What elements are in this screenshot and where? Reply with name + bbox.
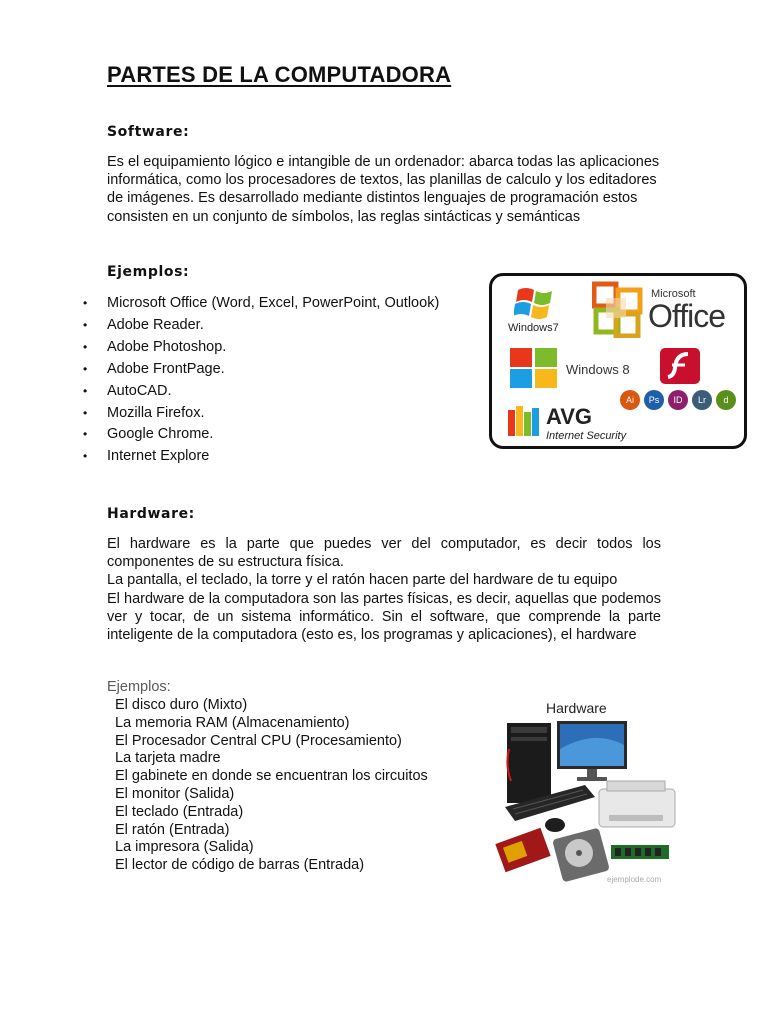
hardware-paragraph-line: El hardware es la parte que puedes ver del computador, es decir todos los componentes de su estructura física. [107, 536, 661, 571]
windows8-logo-icon [508, 346, 560, 390]
microsoft-label: Microsoft [651, 288, 696, 300]
list-item: • Google Chrome. [80, 424, 439, 446]
bullet-icon: • [83, 339, 88, 354]
bullet-icon: • [83, 405, 88, 420]
microsoft-office-logo-icon [592, 280, 644, 338]
list-item: El Procesador Central CPU (Procesamiento) [115, 732, 402, 749]
hardware-image-watermark: ejemplode.com [607, 875, 662, 884]
bullet-icon: • [83, 317, 88, 332]
list-item: • Mozilla Firefox. [80, 403, 439, 425]
office-label: Office [648, 298, 725, 334]
hardware-paragraph-line: La pantalla, el teclado, la torre y el ratón hacen parte del hardware de tu equipo [107, 572, 618, 589]
hardware-image [495, 695, 680, 887]
windows7-label: Windows7 [508, 322, 559, 334]
list-item: La impresora (Salida) [115, 839, 254, 856]
bullet-icon: • [83, 449, 88, 464]
page-title: PARTES DE LA COMPUTADORA [107, 62, 452, 87]
avg-internet-security-label: Internet Security [546, 430, 627, 442]
software-paragraph: Es el equipamiento lógico e intangible de un ordenador: abarca todas las aplicaciones informática, como los procesadores de textos, las planillas de calculo y los editadores de imágenes. Es desarrollado mediante distintos lenguajes de programación estos consisten en un conjunto de símbolos, las reglas sintácticas y semánticas [107, 154, 660, 225]
list-item: • Microsoft Office (Word, Excel, PowerPoint, Outlook) [80, 293, 439, 315]
bullet-icon: • [83, 361, 88, 376]
windows8-label: Windows 8 [566, 362, 630, 377]
list-item: • Adobe Photoshop. [80, 337, 439, 359]
bullet-icon: • [83, 383, 88, 398]
hardware-examples-list [115, 697, 428, 875]
software-examples-list [80, 293, 439, 468]
list-item: • Internet Explore [80, 446, 439, 468]
lightroom-icon: Lr [692, 390, 712, 410]
list-item: La tarjeta madre [115, 750, 221, 767]
list-item: La memoria RAM (Almacenamiento) [115, 714, 350, 731]
hardware-paragraph-line: El hardware de la computadora son las partes físicas, es decir, aquellas que podemos ver y tocar, de un sistema informático. Sin el software, que comprende la parte inteligente de la computadora (esto es, los programas y aplicaciones), el hardware [107, 590, 661, 644]
flash-logo-icon [658, 346, 702, 386]
indesign-icon: ID [668, 390, 688, 410]
bullet-icon: • [83, 427, 88, 442]
hardware-heading: Hardware: [107, 506, 195, 522]
hardware-examples-label: Ejemplos: [107, 679, 171, 695]
dreamweaver-icon: d [716, 390, 736, 410]
hardware-paragraph [107, 535, 661, 644]
software-heading: Software: [107, 124, 190, 140]
list-item: El monitor (Salida) [115, 785, 235, 802]
software-examples-heading: Ejemplos: [107, 264, 190, 280]
list-item: El ratón (Entrada) [115, 821, 230, 838]
list-item: El teclado (Entrada) [115, 803, 244, 820]
list-item: • AutoCAD. [80, 381, 439, 403]
windows7-logo-icon [514, 282, 558, 322]
hardware-image-caption: Hardware [546, 700, 607, 716]
adobe-icons-row [620, 390, 744, 414]
bullet-icon: • [83, 296, 88, 310]
list-item: • Adobe Reader. [80, 315, 439, 337]
hardware-components-icon [495, 719, 680, 887]
list-item: El disco duro (Mixto) [115, 697, 248, 713]
illustrator-icon: Ai [620, 390, 640, 410]
avg-label: AVG [546, 404, 593, 429]
list-item: El lector de código de barras (Entrada) [115, 857, 365, 874]
list-item: El gabinete en donde se encuentran los circuitos [115, 768, 428, 785]
avg-logo-icon [506, 404, 542, 440]
photoshop-icon: Ps [644, 390, 664, 410]
list-item: • Adobe FrontPage. [80, 359, 439, 381]
software-logos-image [489, 273, 747, 449]
